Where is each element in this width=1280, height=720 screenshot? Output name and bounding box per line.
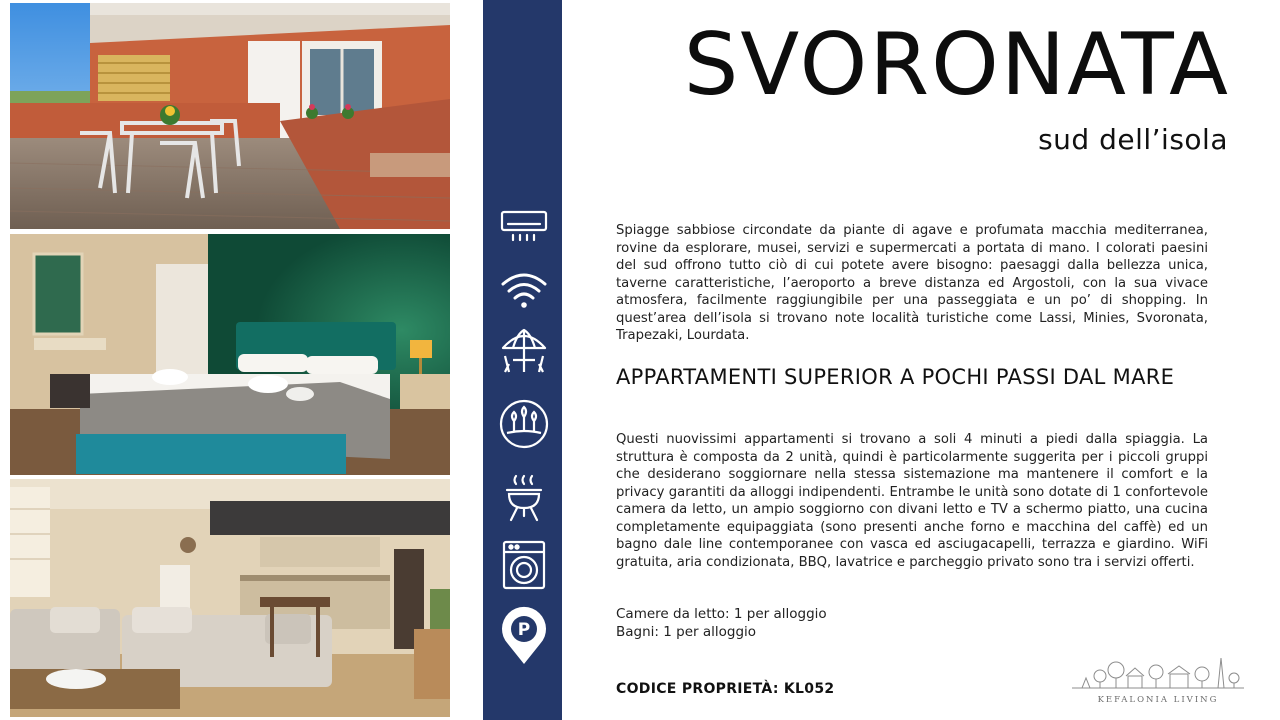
- washing-machine-icon: [499, 540, 549, 590]
- brand-logo: [1072, 654, 1244, 712]
- bedroom-photo: [10, 234, 450, 475]
- garden-icon: [499, 399, 549, 449]
- bathrooms-info: Bagni: 1 per alloggio: [616, 623, 757, 640]
- area-description: Spiagge sabbiose circondate da piante di agave e profumata macchia mediterranea, rovine da esplorare, musei, servizi e supermercati a portata di mano. I colorati paesini del sud offrono tutto ciò di cui potete avere bisogno: paesaggi dalla bellezza unica, taverne caratteristiche, l’aeroporto a breve distanza ed Argostoli, con la sua vivace atmosfera, facilmente raggiungibile per una passeggiata e un po’ di shopping. In quest’area dell’isola si trovano note località turistiche come Lassi, Minies, Svoronata, Trapezaki, Lourdata.: [616, 223, 1208, 343]
- amenities-band: [483, 0, 562, 720]
- page-subtitle: sud dell’isola: [1038, 123, 1228, 156]
- bedrooms-info: Camere da letto: 1 per alloggio: [616, 606, 827, 622]
- property-facts: [616, 606, 827, 641]
- umbrella-terrace-icon: [499, 326, 549, 376]
- parking-icon: [499, 606, 549, 666]
- terrace-photo: [10, 3, 450, 229]
- air-conditioner-icon: [499, 202, 549, 252]
- bbq-icon: [499, 472, 549, 522]
- svg-text:P: P: [517, 620, 531, 640]
- living-room-kitchen-photo: [10, 479, 450, 717]
- property-code: CODICE PROPRIETÀ: KL052: [616, 681, 835, 697]
- section-heading: APPARTAMENTI SUPERIOR A POCHI PASSI DAL MARE: [616, 365, 1175, 389]
- page-title: SVORONATA: [683, 15, 1230, 115]
- apartment-description: Questi nuovissimi appartamenti si trovano a soli 4 minuti a piedi dalla spiaggia. La struttura è composta da 2 unità, quindi è particolarmente suggerita per i piccoli gruppi che desiderano soggiornare nella stessa sistemazione ma mantenere il comfort e la privacy garantiti da alloggi indipendenti. Entrambe le unità sono dotate di 1 confortevole camera da letto, un ampio soggiorno con divani letto e TV a schermo piatto, una cucina completamente equipaggiata (sono presenti anche forno e macchina del caffè) ed un bagno dale line contemporanee con vasca ed asciugacapelli, terrazza e giardino. WiFi gratuita, aria condizionata, BBQ, lavatrice e parcheggio privato sono tra i servizi offerti.: [616, 432, 1208, 570]
- brand-logo-text: KEFALONIA LIVING: [1097, 695, 1219, 705]
- wifi-icon: [499, 264, 549, 314]
